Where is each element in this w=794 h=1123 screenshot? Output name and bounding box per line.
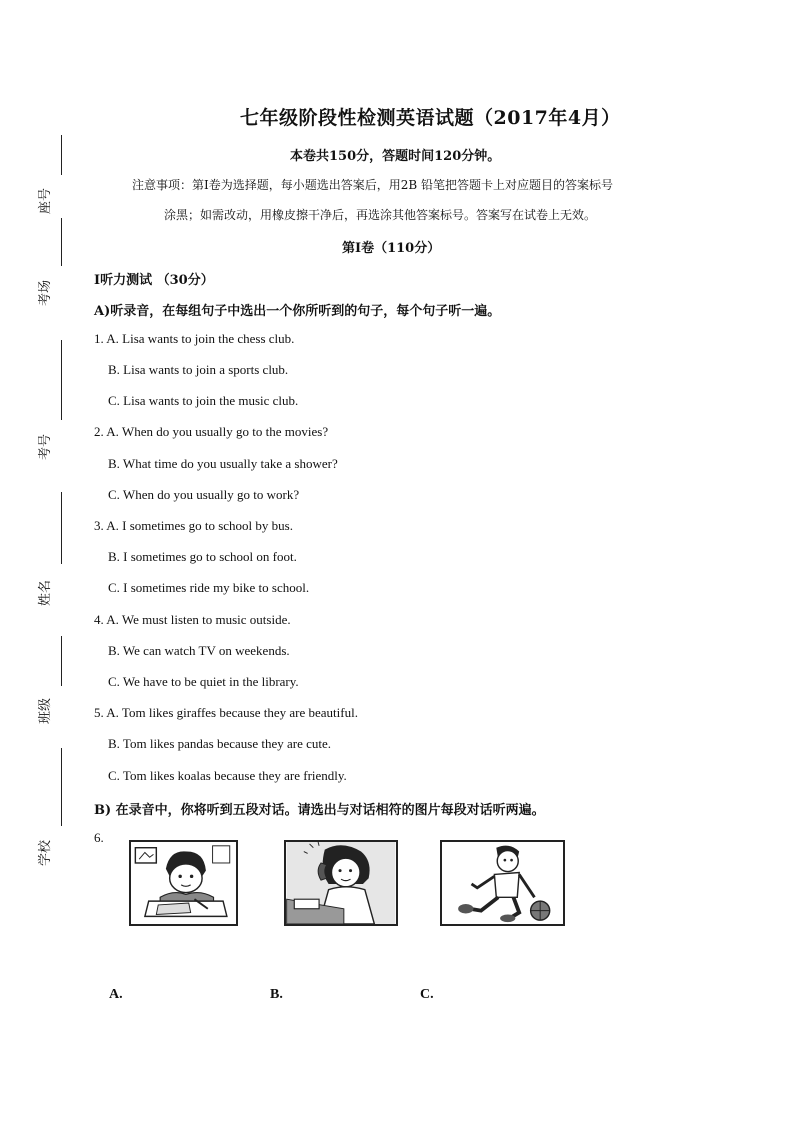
q4-option-c: C. We have to be quiet in the library. (108, 674, 299, 689)
q3-option-a: 3. A. I sometimes go to school by bus. (94, 518, 293, 533)
class-line (61, 636, 62, 686)
notice-line-1: 注意事项：第Ⅰ卷为选择题，每小题选出答案后，用2B 铅笔把答题卡上对应题目的答案标号 (132, 178, 614, 192)
name-label: 姓名 (38, 579, 53, 606)
q5-option-c: C. Tom likes koalas because they are friendly. (108, 768, 347, 783)
picture-c-label: C. (420, 987, 434, 1002)
q3-option-c: C. I sometimes ride my bike to school. (108, 580, 310, 595)
q4-option-b: B. We can watch TV on weekends. (108, 643, 290, 658)
school-line (61, 748, 62, 826)
q4-option-a: 4. A. We must listen to music outside. (94, 612, 291, 627)
q5-option-a: 5. A. Tom likes giraffes because they are beautiful. (94, 705, 358, 720)
room-label: 考场 (38, 279, 53, 306)
exam-no-line (61, 340, 62, 420)
page-title: 七年级阶段性检测英语试题（2017年4月） (240, 107, 621, 129)
part-b-instruction: B) 在录音中，你将听到五段对话。请选出与对话相符的图片每段对话听两遍。 (94, 803, 545, 818)
exam-info: 本卷共150分，答题时间120分钟。 (290, 149, 501, 164)
q1-option-b: B. Lisa wants to join a sports club. (108, 362, 289, 377)
q2-option-c: C. When do you usually go to work? (108, 487, 300, 502)
q3-option-b: B. I sometimes go to school on foot. (108, 549, 297, 564)
exam-no-label: 考号 (38, 433, 53, 460)
part-a-instruction: A)听录音，在每组句子中选出一个你所听到的句子，每个句子听一遍。 (94, 304, 501, 319)
q5-option-b: B. Tom likes pandas because they are cute. (108, 736, 332, 751)
picture-b-girl-on-phone (284, 840, 398, 926)
picture-c-boy-basketball (440, 840, 565, 926)
section-title: I听力测试 （30分） (94, 273, 214, 288)
q6-number: 6. (94, 830, 104, 845)
school-label: 学校 (38, 839, 53, 866)
part-title: 第Ⅰ卷（110分） (342, 241, 441, 256)
seat-line (61, 135, 62, 175)
q1-option-c: C. Lisa wants to join the music club. (108, 393, 299, 408)
q2-option-b: B. What time do you usually take a shower? (108, 456, 338, 471)
q2-option-a: 2. A. When do you usually go to the movies? (94, 424, 329, 439)
seat-label: 座号 (38, 187, 53, 214)
picture-a-boy-studying (129, 840, 238, 926)
room-line (61, 218, 62, 266)
class-label: 班级 (38, 697, 53, 724)
name-line (61, 492, 62, 564)
picture-b-label: B. (270, 987, 283, 1002)
picture-a-label: A. (109, 987, 123, 1002)
notice-line-2: 涂黑；如需改动，用橡皮擦干净后，再选涂其他答案标号。答案写在试卷上无效。 (164, 208, 597, 222)
q1-option-a: 1. A. Lisa wants to join the chess club. (94, 331, 295, 346)
